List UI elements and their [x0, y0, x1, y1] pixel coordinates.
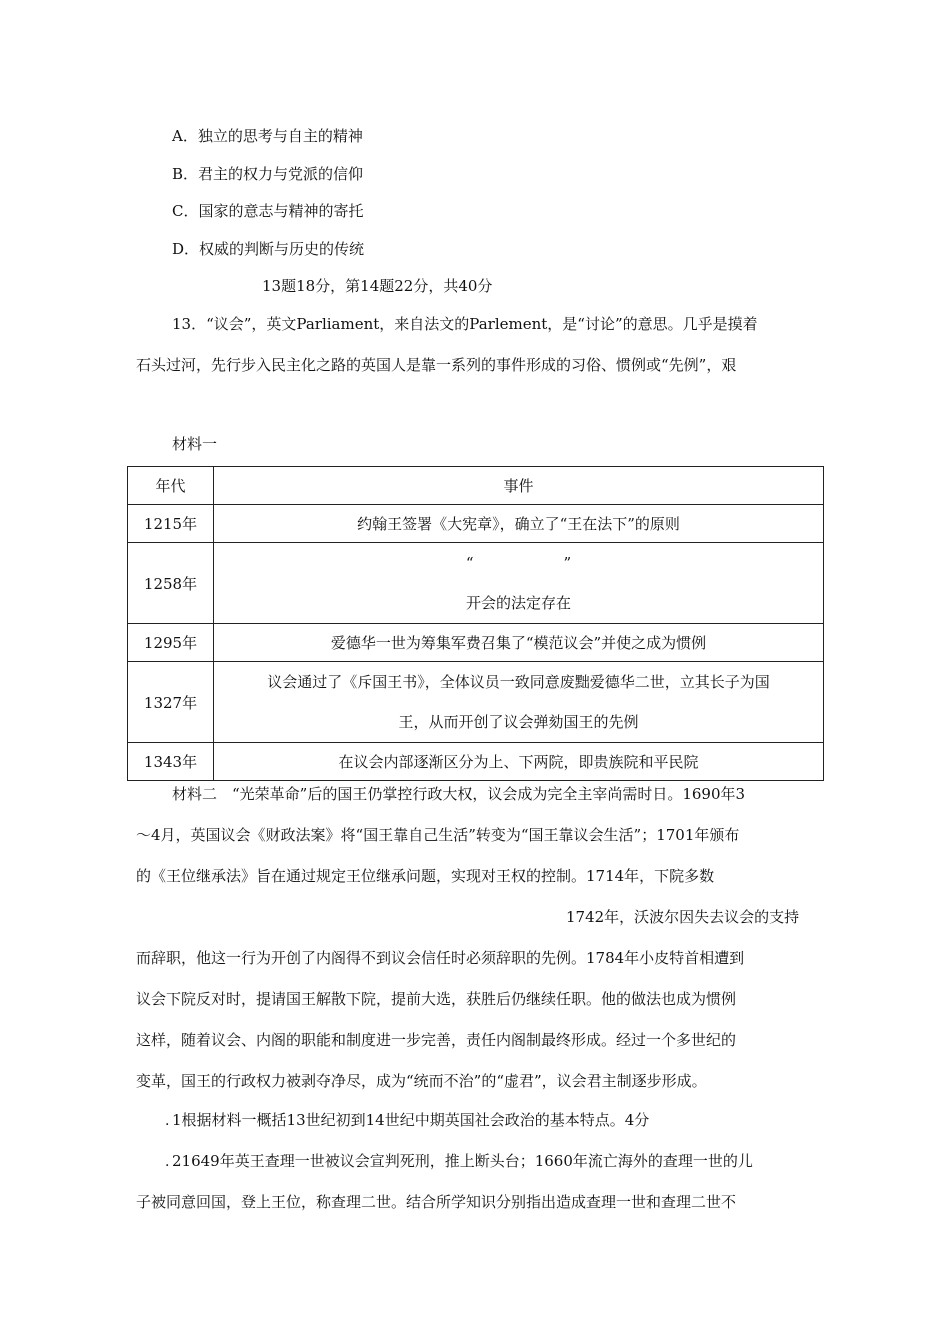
option-c: C．国家的意志与精神的寄托 — [172, 202, 364, 220]
row-event: 爱德华一世为筹集军费召集了“模范议会”并使之成为惯例 — [214, 624, 824, 662]
row-event — [214, 543, 824, 624]
table-row — [128, 543, 824, 624]
row-year: 1343年 — [128, 743, 214, 781]
row-year: 1327年 — [128, 662, 214, 743]
question-1: 1根据材料一概括13世纪初到14世纪中期英国社会政治的基本特点。4分 — [172, 1111, 650, 1129]
question-2-line-2: 子被同意回国，登上王位，称查理二世。结合所学知识分别指出造成查理一世和查理二世不 — [136, 1193, 737, 1211]
section-note: 13题18分，第14题22分，共40分 — [262, 277, 493, 295]
bullet-dot: . — [165, 1154, 170, 1170]
table-row — [128, 662, 824, 743]
material2-line-5: 而辞职，他这一行为开创了内阁得不到议会信任时必须辞职的先例。1784年小皮特首相遭到 — [136, 949, 745, 967]
header-event: 事件 — [214, 467, 824, 505]
q13-line-2: 石头过河，先行步入民主化之路的英国人是靠一系列的事件形成的习俗、惯例或“先例”，艰 — [136, 356, 737, 374]
table-row — [128, 743, 824, 781]
question-2-line-1: 21649年英王查理一世被议会宣判死刑，推上断头台；1660年流亡海外的查理一世的儿 — [172, 1152, 753, 1170]
material1-table — [127, 466, 824, 781]
row-event-line-2: 王，从而开创了议会弹劾国王的先例 — [398, 713, 639, 731]
option-a: A．独立的思考与自主的精神 — [172, 127, 363, 145]
material2-line-4: 1742年，沃波尔因失去议会的支持 — [566, 908, 800, 926]
row-year: 1295年 — [128, 624, 214, 662]
header-year: 年代 — [128, 467, 214, 505]
row-event — [214, 662, 824, 743]
row-event-line-2: 开会的法定存在 — [465, 594, 571, 612]
material2-line-2: ～4月，英国议会《财政法案》将“国王靠自己生活”转变为“国王靠议会生活”；1701年颁布 — [136, 826, 740, 844]
table-header-row — [128, 467, 824, 505]
row-event-line-1: 议会通过了《斥国王书》，全体议员一致同意废黜爱德华二世，立其长子为国 — [267, 673, 770, 691]
row-event-line-1: “ ” — [465, 554, 572, 572]
row-event: 在议会内部逐渐区分为上、下两院，即贵族院和平民院 — [214, 743, 824, 781]
material2-line-3: 的《王位继承法》旨在通过规定王位继承问题，实现对王权的控制。1714年，下院多数 — [136, 867, 715, 885]
row-year: 1258年 — [128, 543, 214, 624]
material2-line-6: 议会下院反对时，提请国王解散下院，提前大选，获胜后仍继续任职。他的做法也成为惯例 — [136, 990, 737, 1008]
material1-label: 材料一 — [172, 435, 218, 453]
material2-line-8: 变革，国王的行政权力被剥夺净尽，成为“统而不治”的“虚君”，议会君主制逐步形成。 — [136, 1072, 707, 1090]
table-row — [128, 624, 824, 662]
bullet-dot: . — [165, 1113, 170, 1129]
row-year: 1215年 — [128, 505, 214, 543]
q13-line-1: 13．“议会”，英文Parliament，来自法文的Parlement，是“讨论”的意思。几乎是摸着 — [172, 315, 758, 333]
material2-line-1: 材料二 “光荣革命”后的国王仍掌控行政大权，议会成为完全主宰尚需时日。1690年3 — [172, 785, 746, 803]
option-d: D．权威的判断与历史的传统 — [172, 240, 365, 258]
row-event: 约翰王签署《大宪章》，确立了“王在法下”的原则 — [214, 505, 824, 543]
table-row — [128, 505, 824, 543]
material2-line-7: 这样，随着议会、内阁的职能和制度进一步完善，责任内阁制最终形成。经过一个多世纪的 — [136, 1031, 737, 1049]
option-b: B．君主的权力与党派的信仰 — [172, 165, 364, 183]
